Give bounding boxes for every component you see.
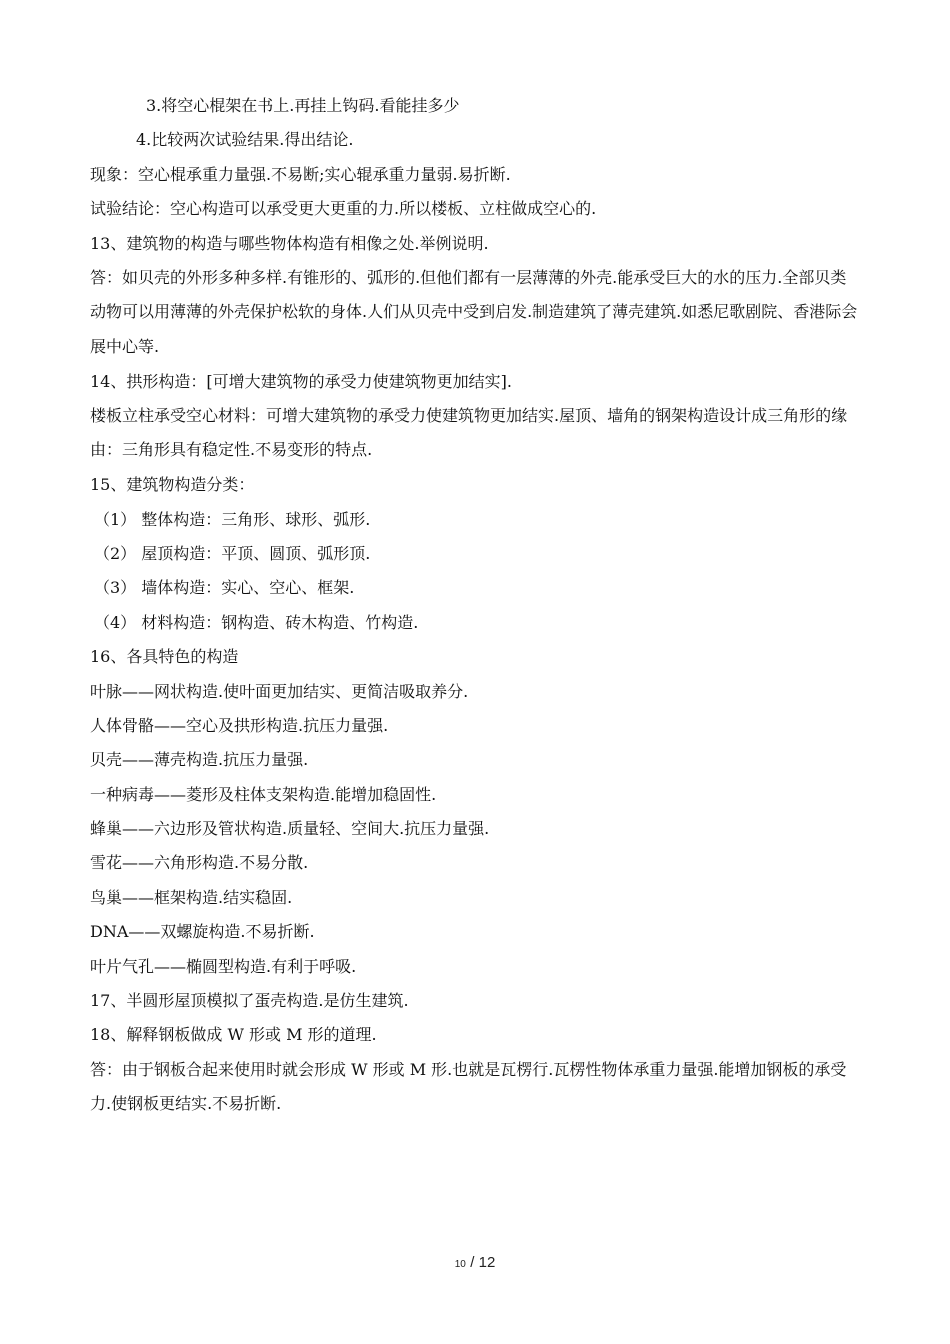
answer-13: 答：如贝壳的外形多种多样.有锥形的、弧形的.但他们都有一层薄薄的外壳.能承受巨大的水的压力.全部贝类动物可以用薄薄的外壳保护松软的身体.人们从贝壳中受到启发.制造建筑了薄壳建筑.如悉尼歌剧院、香港际会展中心等. [90,267,858,356]
item-14: 14、拱形构造：[可增大建筑物的承受力使建筑物更加结实]. [90,371,512,391]
total-pages: / 12 [470,1254,496,1271]
structure-shell: 贝壳——薄壳构造.抗压力量强. [90,750,309,770]
classification-4: （4） 材料构造：钢构造、砖木构造、竹构造. [94,612,419,632]
classification-1: （1） 整体构造：三角形、球形、弧形. [94,509,371,529]
structure-dna: DNA——双螺旋构造.不易折断. [90,922,315,942]
page-footer [0,1254,950,1272]
question-13: 13、建筑物的构造与哪些物体构造有相像之处.举例说明. [90,233,489,253]
structure-virus: 一种病毒——菱形及柱体支架构造.能增加稳固性. [90,784,437,804]
structure-honeycomb: 蜂巢——六边形及管状构造.质量轻、空间大.抗压力量强. [90,819,490,839]
answer-18: 答：由于钢板合起来使用时就会形成 W 形或 M 形.也就是瓦楞行.瓦楞性物体承重力量强.能增加钢板的承受力.使钢板更结实.不易折断. [90,1059,847,1114]
structure-bone: 人体骨骼——空心及拱形构造.抗压力量强. [90,715,389,735]
step-3: 3.将空心棍架在书上.再挂上钩码.看能挂多少 [146,96,460,115]
item-17: 17、半圆形屋顶模拟了蛋壳构造.是仿生建筑. [90,991,409,1011]
structure-stomata: 叶片气孔——椭圆型构造.有利于呼吸. [90,956,357,976]
item-16: 16、各具特色的构造 [90,647,239,667]
structure-snowflake: 雪花——六角形构造.不易分散. [90,853,309,873]
structure-leaf-vein: 叶脉——网状构造.使叶面更加结实、更简洁吸取养分. [90,681,469,701]
item-14-detail: 楼板立柱承受空心材料：可增大建筑物的承受力使建筑物更加结实.屋顶、墙角的钢架构造设计成三角形的缘由：三角形具有稳定性.不易变形的特点. [90,405,848,460]
document-body [90,96,860,1129]
classification-2: （2） 屋顶构造：平顶、圆顶、弧形顶. [94,543,371,563]
item-15: 15、建筑物构造分类： [90,475,255,495]
phenomenon: 现象：空心棍承重力量强.不易断;实心辊承重力量弱.易折断. [90,164,511,184]
experiment-conclusion: 试验结论：空心构造可以承受更大更重的力.所以楼板、立柱做成空心的. [90,199,597,219]
step-4: 4.比较两次试验结果.得出结论. [136,130,354,150]
classification-3: （3） 墙体构造：实心、空心、框架. [94,578,355,598]
current-page-number: 10 [454,1259,466,1270]
structure-bird-nest: 鸟巢——框架构造.结实稳固. [90,887,293,907]
item-18: 18、解释钢板做成 W 形或 M 形的道理. [90,1025,377,1045]
